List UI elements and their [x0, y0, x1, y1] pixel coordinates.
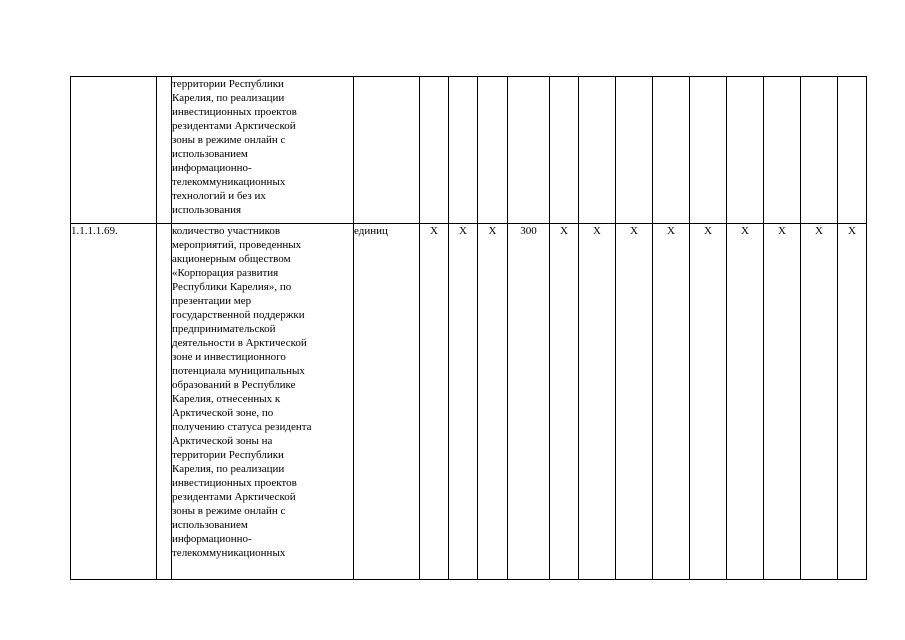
- value-cell: X: [579, 224, 616, 580]
- value-cell: [508, 77, 550, 224]
- value-cell: X: [690, 224, 727, 580]
- unit-cell: [354, 77, 420, 224]
- unit-cell: единиц: [354, 224, 420, 580]
- value-cell: X: [727, 224, 764, 580]
- table-row: [71, 77, 867, 224]
- value-cell: [764, 77, 801, 224]
- value-cell: X: [616, 224, 653, 580]
- value-cell: [550, 77, 579, 224]
- value-cell: [616, 77, 653, 224]
- value-cell: [420, 77, 449, 224]
- value-cell: X: [838, 224, 867, 580]
- description-cell: территории Республики Карелия, по реализации инвестиционных проектов резидентами Арктической зоны в режиме онлайн с использованием информационно- телекоммуникационных технологий и без их использования: [172, 77, 354, 224]
- row-number-cell: [71, 77, 157, 224]
- table-row: [71, 224, 867, 580]
- indicator-table: [70, 76, 867, 580]
- value-cell: 300: [508, 224, 550, 580]
- value-cell: X: [653, 224, 690, 580]
- value-cell: X: [801, 224, 838, 580]
- value-cell: [727, 77, 764, 224]
- spacer-cell: [157, 224, 172, 580]
- value-cell: [690, 77, 727, 224]
- value-cell: [801, 77, 838, 224]
- value-cell: [449, 77, 478, 224]
- value-cell: X: [478, 224, 508, 580]
- value-cell: [478, 77, 508, 224]
- value-cell: [838, 77, 867, 224]
- value-cell: X: [420, 224, 449, 580]
- value-cell: X: [764, 224, 801, 580]
- value-cell: X: [449, 224, 478, 580]
- value-cell: X: [550, 224, 579, 580]
- row-number-cell: 1.1.1.1.69.: [71, 224, 157, 580]
- value-cell: [579, 77, 616, 224]
- description-cell: количество участников мероприятий, проведенных акционерным обществом «Корпорация развития Республики Карелия», по презентации мер государственной поддержки предпринимательской деятельности в Арктической зоне и инвестиционного потенциала муниципальных образований в Республике Карелия, отнесенных к Арктической зоне, по получению статуса резидента Арктической зоны на территории Республики Карелия, по реализации инвестиционных проектов резидентами Арктической зоны в режиме онлайн с использованием информационно- телекоммуникационных: [172, 224, 354, 580]
- spacer-cell: [157, 77, 172, 224]
- value-cell: [653, 77, 690, 224]
